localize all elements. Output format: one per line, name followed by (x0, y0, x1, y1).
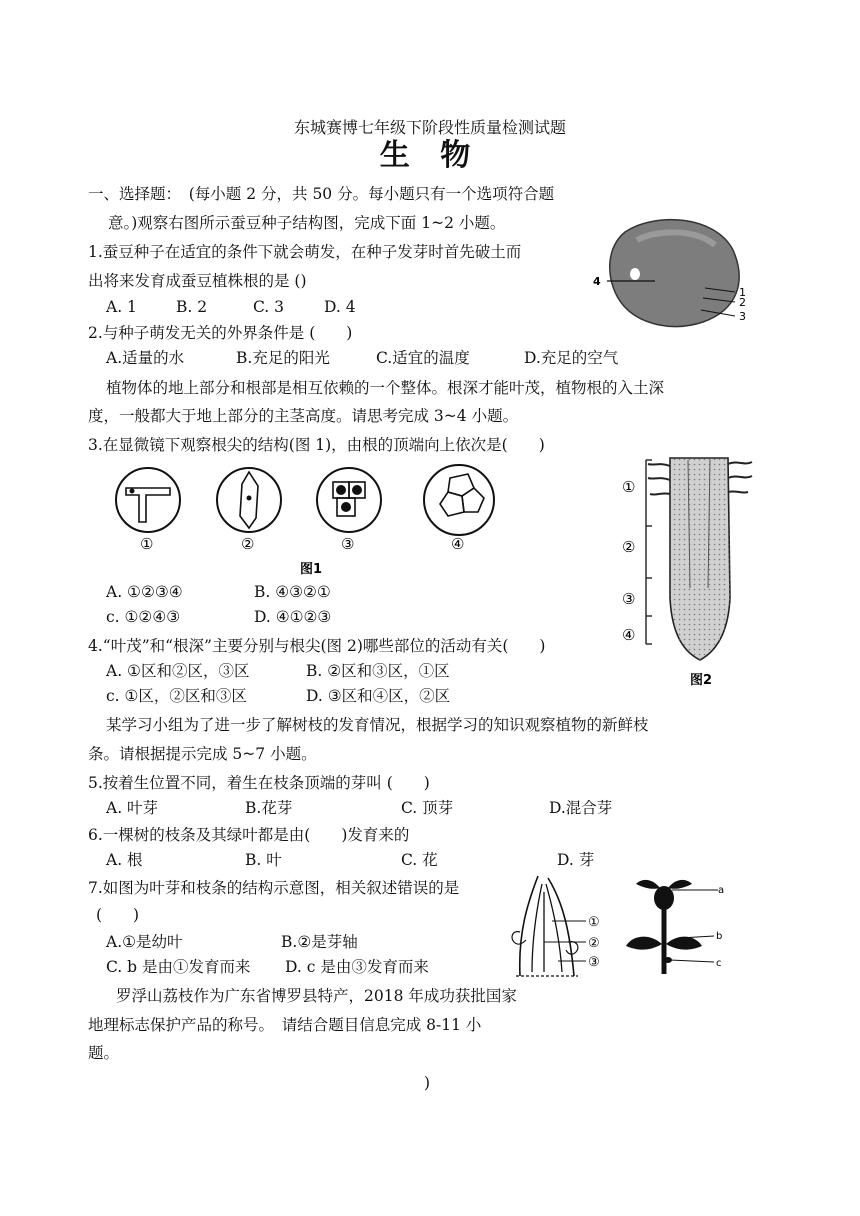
page-subtitle: 东城赛博七年级下阶段性质量检测试题 (293, 118, 566, 137)
branch-top-leaf-right (668, 880, 692, 889)
passage-branch-line1: 某学习小组为了进一步了解树枝的发育情况，根据学习的知识观察植物的新鲜枝 (106, 716, 649, 734)
question-6-option-a: A. 根 (106, 851, 143, 869)
bud-inner-left (532, 884, 542, 972)
passage-lychee-line2: 地理标志保护产品的称号。 请结合题目信息完成 8-11 小 (88, 1016, 482, 1034)
branch-top-leaf-left (636, 880, 660, 889)
question-1-option-c: C. 3 (253, 298, 285, 316)
question-7-stem: 7.如图为叶芽和枝条的结构示意图，相关叙述错误的是 (88, 879, 460, 897)
root-hair-right-1 (728, 462, 752, 464)
question-4-option-c: c. ①区，②区和③区 (106, 687, 247, 705)
branch-label-b: b (716, 931, 723, 942)
question-2-option-d: D.充足的空气 (524, 349, 619, 367)
passage-lychee-line1: 罗浮山荔枝作为广东省博罗县特产，2018 年成功获批国家 (116, 987, 517, 1005)
question-7-option-a: A.①是幼叶 (106, 933, 183, 951)
fig1-caption: 图1 (300, 562, 323, 577)
bud-inner-right (546, 884, 562, 972)
fig1-label-1: ① (140, 535, 154, 553)
question-3-option-c: c. ①②④③ (106, 608, 181, 626)
question-4-option-a: A. ①区和②区，③区 (106, 662, 250, 680)
dividing-cell-b-nucleus (352, 485, 362, 495)
question-2-option-b: B.充足的阳光 (236, 349, 330, 367)
question-1-stem-cont: 出将来发育成蚕豆植株根的是 () (88, 272, 307, 290)
question-1-stem: 1.蚕豆种子在适宜的条件下就会萌发，在种子发芽时首先破土而 (88, 243, 522, 261)
question-1-option-b: B. 2 (176, 298, 208, 316)
cell-3-circle (317, 468, 381, 532)
passage-lychee-line3: 题。 (88, 1044, 120, 1062)
bud-leaf-primordium-left (512, 932, 526, 944)
fig2-label-3: ③ (622, 590, 636, 608)
question-5-option-c: C. 顶芽 (401, 799, 454, 817)
root-tip-figure-2 (618, 448, 760, 693)
question-7-option-c: C. b 是由①发育而来 (106, 958, 251, 976)
passage-branch-line2: 条。请根据提示完成 5~7 小题。 (88, 745, 317, 763)
seed-label-2: 2 (739, 296, 746, 309)
question-2-stem: 2.与种子萌发无关的外界条件是 ( ) (88, 324, 353, 342)
question-4-stem: 4.“叶茂”和“根深”主要分别与根尖(图 2)哪些部位的活动有关( ) (88, 637, 546, 655)
question-3-option-d: D. ④①②③ (254, 608, 332, 626)
passage-roots-line2: 度，一般都大于地上部分的主茎高度。请思考完成 3~4 小题。 (88, 407, 519, 425)
question-7-stem-cont: ( ) (96, 906, 140, 924)
root-hair-left-1 (648, 464, 670, 466)
question-2-option-c: C.适宜的温度 (376, 349, 470, 367)
question-6-option-c: C. 花 (401, 851, 438, 869)
root-hair-left-3 (650, 493, 670, 494)
fig1-label-2: ② (241, 535, 255, 553)
cell-1-circle (116, 468, 180, 532)
root-hair-left-2 (648, 478, 670, 480)
question-1-option-d: D. 4 (324, 298, 356, 316)
page-fragment: ) (424, 1074, 431, 1092)
question-5-option-a: A. 叶芽 (106, 799, 159, 817)
branch-mid-leaf-right (666, 937, 702, 950)
page-title: 生 物 (379, 138, 481, 173)
root-cells-figure-1 (100, 462, 510, 580)
question-6-option-b: B. 叶 (245, 851, 282, 869)
question-5-option-d: D.混合芽 (549, 799, 613, 817)
passage-roots-line1: 植物体的地上部分和根部是相互依赖的一个整体。根深才能叶茂，植物根的入土深 (106, 379, 665, 397)
branch-pointer-c (670, 960, 714, 962)
fig1-label-3: ③ (341, 535, 355, 553)
fig1-label-4: ④ (451, 535, 465, 553)
seed-hilum-shape (630, 268, 640, 280)
question-1-option-a: A. 1 (106, 298, 137, 316)
seed-label-3: 3 (739, 310, 746, 323)
cell-1-nucleus (130, 489, 135, 494)
question-6-option-d: D. 芽 (557, 851, 595, 869)
root-hair-right-2 (728, 476, 752, 478)
cap-cell-b (440, 492, 464, 516)
leaf-bud-figure (508, 872, 608, 980)
question-3-option-b: B. ④③②① (254, 583, 331, 601)
question-2-option-a: A.适量的水 (106, 349, 185, 367)
bud-label-2: ② (588, 936, 600, 951)
fig2-label-1: ① (622, 478, 636, 496)
question-6-stem: 6.一棵树的枝条及其绿叶都是由( )发育来的 (88, 826, 410, 844)
cap-cell-c (462, 488, 484, 512)
seed-label-4: 4 (593, 275, 601, 288)
fig2-caption: 图2 (690, 673, 713, 688)
question-3-option-a: A. ①②③④ (106, 583, 183, 601)
seed-label-1: 1 (739, 286, 746, 299)
question-5-stem: 5.按着生位置不同，着生在枝条顶端的芽叫 ( ) (88, 774, 430, 792)
root-tip-texture (670, 458, 730, 660)
bud-label-3: ③ (588, 955, 600, 970)
seed-structure-figure (585, 210, 760, 335)
branch-label-a: a (718, 885, 725, 896)
question-7-option-d: D. c 是由③发育而来 (285, 958, 429, 976)
seed-body-shape (610, 220, 739, 327)
question-3-stem: 3.在显微镜下观察根尖的结构(图 1)，由根的顶端向上依次是( ) (88, 436, 545, 454)
fig2-label-4: ④ (622, 626, 636, 644)
question-7-option-b: B.②是芽轴 (281, 933, 358, 951)
dividing-cell-a-nucleus (336, 485, 346, 495)
question-4-option-d: D. ③区和④区，②区 (306, 687, 451, 705)
branch-mid-leaf-left (626, 937, 662, 950)
cell-2-nucleus (247, 496, 252, 501)
bud-label-1: ① (588, 915, 600, 930)
question-5-option-b: B.花芽 (245, 799, 293, 817)
fig2-label-2: ② (622, 538, 636, 556)
root-hair-right-3 (728, 491, 748, 492)
section-heading-cont: 意。)观察右图所示蚕豆种子结构图，完成下面 1~2 小题。 (108, 214, 506, 232)
question-4-option-b: B. ②区和③区，①区 (306, 662, 450, 680)
branch-figure (622, 874, 732, 978)
branch-label-c: c (716, 958, 722, 969)
branch-terminal-bud (654, 886, 674, 910)
dividing-cell-c-nucleus (341, 502, 351, 512)
section-heading: 一、选择题： (每小题 2 分，共 50 分。每小题只有一个选项符合题 (88, 185, 555, 203)
